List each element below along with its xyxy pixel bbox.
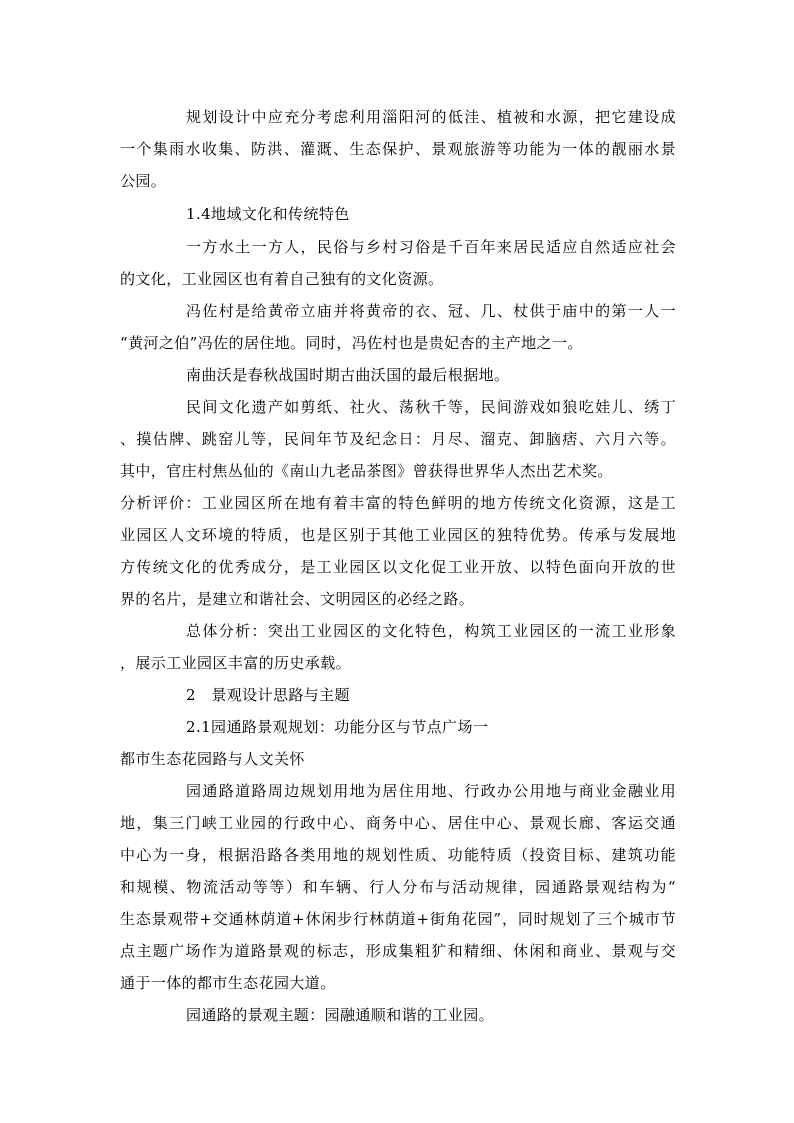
paragraph-line: 公园。: [120, 172, 167, 190]
paragraph-line: 、摸估牌、跳窑儿等，民间年节及纪念日：月尽、溜克、卸脑痞、六月六等。: [120, 430, 676, 448]
paragraph-line: 民间文化遗产如剪纸、社火、荡秋千等，民间游戏如狼吃娃儿、绣丁: [186, 398, 676, 416]
paragraph-line: 冯佐村是给黄帝立庙并将黄帝的衣、冠、几、杖供于庙中的第一人一: [186, 302, 676, 320]
paragraph-line: 园通路的景观主题：园融通顺和谐的工业园。: [186, 1006, 495, 1024]
paragraph-line: 方传统文化的优秀成分，是工业园区以文化促工业开放、以特色面向开放的世: [120, 558, 676, 576]
paragraph-line: 生态景观带+交通林荫道+休闲步行林荫道+街角花园”，同时规划了三个城市节: [120, 910, 676, 928]
subsection-heading: 2.1园通路景观规划：功能分区与节点广场一: [186, 718, 489, 736]
paragraph-line: 的文化，工业园区也有着自己独有的文化资源。: [120, 270, 444, 288]
paragraph-line: 点主题广场作为道路景观的标志，形成集粗犷和精细、休闲和商业、景观与交: [120, 942, 676, 960]
paragraph-line: 和规模、物流活动等等）和车辆、行人分布与活动规律，园通路景观结构为“: [120, 878, 676, 896]
paragraph-line: 通于一体的都市生态花园大道。: [120, 974, 336, 992]
paragraph-line: 一方水土一方人，民俗与乡村习俗是千百年来居民适应自然适应社会: [186, 238, 676, 256]
paragraph-line: 一个集雨水收集、防洪、灌溉、生态保护、景观旅游等功能为一体的靓丽水景: [120, 140, 676, 158]
paragraph-line: ，展示工业园区丰富的历史承载。: [120, 654, 352, 672]
paragraph-line: 业园区人文环境的特质，也是区别于其他工业园区的独特优势。传承与发展地: [120, 526, 676, 544]
section-heading: 2 景观设计思路与主题: [186, 686, 350, 704]
paragraph-line: 南曲沃是春秋战国时期古曲沃国的最后根据地。: [186, 366, 510, 384]
section-heading: 1.4地域文化和传统特色: [186, 205, 350, 223]
paragraph-line: 界的名片，是建立和谐社会、文明园区的必经之路。: [120, 590, 475, 608]
paragraph-line: 地，集三门峡工业园的行政中心、商务中心、居住中心、景观长廊、客运交通: [120, 814, 676, 832]
paragraph-line: “黄河之伯”冯佐的居住地。同时，冯佐村也是贵妃杏的主产地之一。: [120, 334, 583, 352]
subsection-heading-continued: 都市生态花园路与人文关怀: [120, 750, 305, 768]
paragraph-line: 分析评价：工业园区所在地有着丰富的特色鲜明的地方传统文化资源，这是工: [120, 494, 676, 512]
paragraph-line: 园通路道路周边规划用地为居住用地、行政办公用地与商业金融业用: [186, 782, 676, 800]
paragraph-line: 中心为一身，根据沿路各类用地的规划性质、功能特质（投资目标、建筑功能: [120, 846, 676, 864]
paragraph-line: 规划设计中应充分考虑利用淄阳河的低洼、植被和水源，把它建设成: [186, 108, 676, 126]
paragraph-line: 其中，官庄村焦丛仙的《南山九老品茶图》曾获得世界华人杰出艺术奖。: [120, 462, 613, 480]
paragraph-line: 总体分析：突出工业园区的文化特色，构筑工业园区的一流工业形象: [186, 622, 676, 640]
